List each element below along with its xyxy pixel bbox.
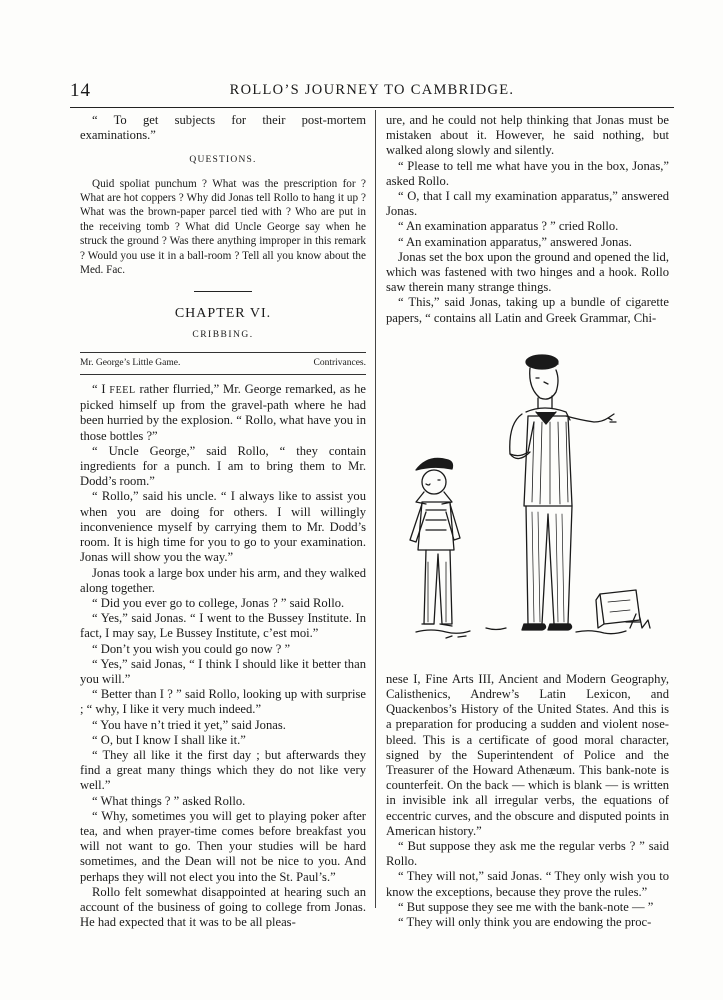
paragraph: “ They will not,” said Jonas. “ They only wish you to know the exceptions, because they prove the rules.”	[386, 869, 669, 899]
paragraph: “ But suppose they see me with the bank-note — ”	[398, 899, 654, 914]
opening-quote: “ I	[92, 382, 110, 397]
paragraph: “ But suppose they ask me the regular verbs ? ” said Rollo.	[386, 839, 669, 869]
rollo-figure-icon	[410, 458, 460, 626]
right-column	[386, 113, 669, 930]
header-rule	[70, 107, 674, 108]
chapter-synopsis	[80, 352, 366, 375]
section-separator	[194, 291, 252, 292]
paragraph: nese I, Fine Arts III, Ancient and Modern Geography, Calisthenics, Andrew’s Latin Lexicon, and Quackenbos’s History of the United States. And this is a preparation for producing a sudden and violent nose-bleed. This is a certificate of good moral character, signed by the Superintendent of Police and the Treasurer of the Howard Athenæum. This bank-note is counterfeit. On the back — which is blank — is written in invisible ink all irregular verbs, the equations of eccentric curves, and the obscure and disputed points in American history.”	[386, 671, 669, 838]
opening-paragraph	[80, 382, 366, 444]
chapter-subtitle: CRIBBING.	[192, 329, 254, 340]
paragraph: “ Yes,” said Jonas. “ I went to the Bussey Institute. In fact, I may say, Le Bussey Institute, c’est moi.”	[80, 611, 366, 641]
left-column	[80, 113, 366, 930]
paragraph: “ Uncle George,” said Rollo, “ they contain ingredients for a punch. I am to bring them to Mr. Dodd’s room.”	[80, 443, 366, 489]
paragraph: “ What things ? ” asked Rollo.	[92, 793, 246, 808]
synopsis-left: Mr. George’s Little Game.	[80, 357, 181, 368]
running-head-title: ROLLO’S JOURNEY TO CAMBRIDGE.	[229, 82, 515, 98]
illustration-jonas-and-rollo	[386, 332, 669, 667]
opening-rest: rather flurried,” Mr. George remarked, as he picked himself up from the gravel-path where he had been hurried by the explosion. “ Rollo, what have you in those bottles ?”	[80, 382, 366, 443]
paragraph: Jonas set the box upon the ground and opened the lid, which was fastened with two hinges and a hook. Rollo saw therein many strange things.	[386, 249, 669, 295]
paragraph: “ Don’t you wish you could go now ? ”	[92, 641, 291, 656]
questions-heading: QUESTIONS.	[189, 155, 257, 166]
ground-lines-icon	[416, 628, 626, 638]
page-number: 14	[70, 80, 91, 101]
paragraph: “ They all like it the first day ; but afterwards they find a great many things which they do not like very well.”	[80, 747, 366, 793]
paragraph: “ An examination apparatus,” answered Jonas.	[398, 234, 632, 249]
paragraph: ure, and he could not help thinking that Jonas must be mistaken about it. However, he said nothing, but walked along slowly and silently.	[386, 113, 669, 158]
column-divider	[375, 110, 376, 908]
paragraph: “ Rollo,” said his uncle. “ I always like to assist you when you are doing for others. I will willingly inconvenience myself by carrying them to Mr. Dodd’s room. It is high time for you to go to your examination. Jonas will show you the way.”	[80, 489, 366, 565]
paragraph: “ They will only think you are endowing the proc-	[398, 915, 652, 930]
paragraph: “ This,” said Jonas, taking up a bundle of cigarette papers, “ contains all Latin and Greek Grammar, Chi-	[386, 295, 669, 325]
opening-small-caps: FEEL	[109, 385, 136, 397]
running-header	[70, 80, 674, 102]
synopsis-right: Contrivances.	[313, 357, 366, 368]
paragraph: “ Yes,” said Jonas, “ I think I should like it better than you will.”	[80, 656, 366, 686]
paragraph: Jonas took a large box under his arm, and they walked along together.	[80, 565, 366, 595]
paragraph: “ You have n’t tried it yet,” said Jonas.	[92, 717, 286, 732]
paragraph: “ O, but I know I shall like it.”	[92, 732, 246, 747]
chapter-heading: CHAPTER VI.	[174, 306, 272, 322]
paragraph: “ Better than I ? ” said Rollo, looking up with surprise ; “ why, I like it very much indeed.”	[80, 687, 366, 717]
paragraph: Rollo felt somewhat disappointed at hearing such an account of the business of going to college from Jonas. He had expected that it was to be all pleas-	[80, 884, 366, 930]
paragraph: “ An examination apparatus ? ” cried Rollo.	[398, 219, 619, 234]
questions-text: Quid spoliat punchum ? What was the prescription for ? What are hot coppers ? Why did Jonas tell Rollo to hang it up ? What was the brown-paper parcel tied with ? Who are put in the receiving tomb ? What did Uncle George say when he struck the ground ? Was there anything improper in this remark ? Would you use it in a ball-room ? Tell all you know about the Med. Fac.	[80, 177, 366, 277]
jonas-figure-icon	[510, 355, 616, 630]
intro-paragraph: “ To get subjects for their post-mortem examinations.”	[80, 113, 366, 143]
paragraph: “ Please to tell me what have you in the box, Jonas,” asked Rollo.	[386, 158, 669, 188]
paragraph: “ Did you ever go to college, Jonas ? ” said Rollo.	[92, 595, 345, 610]
paragraph: “ O, that I call my examination apparatus,” answered Jonas.	[386, 189, 669, 219]
paragraph: “ Why, sometimes you will get to playing poker after tea, and when prayer-time comes before breakfast you will not want to go. Then your studies will be hard sometimes, and the Dean will not be nice to you. And perhaps they will not elect you into the St. Paul’s.”	[80, 808, 366, 884]
